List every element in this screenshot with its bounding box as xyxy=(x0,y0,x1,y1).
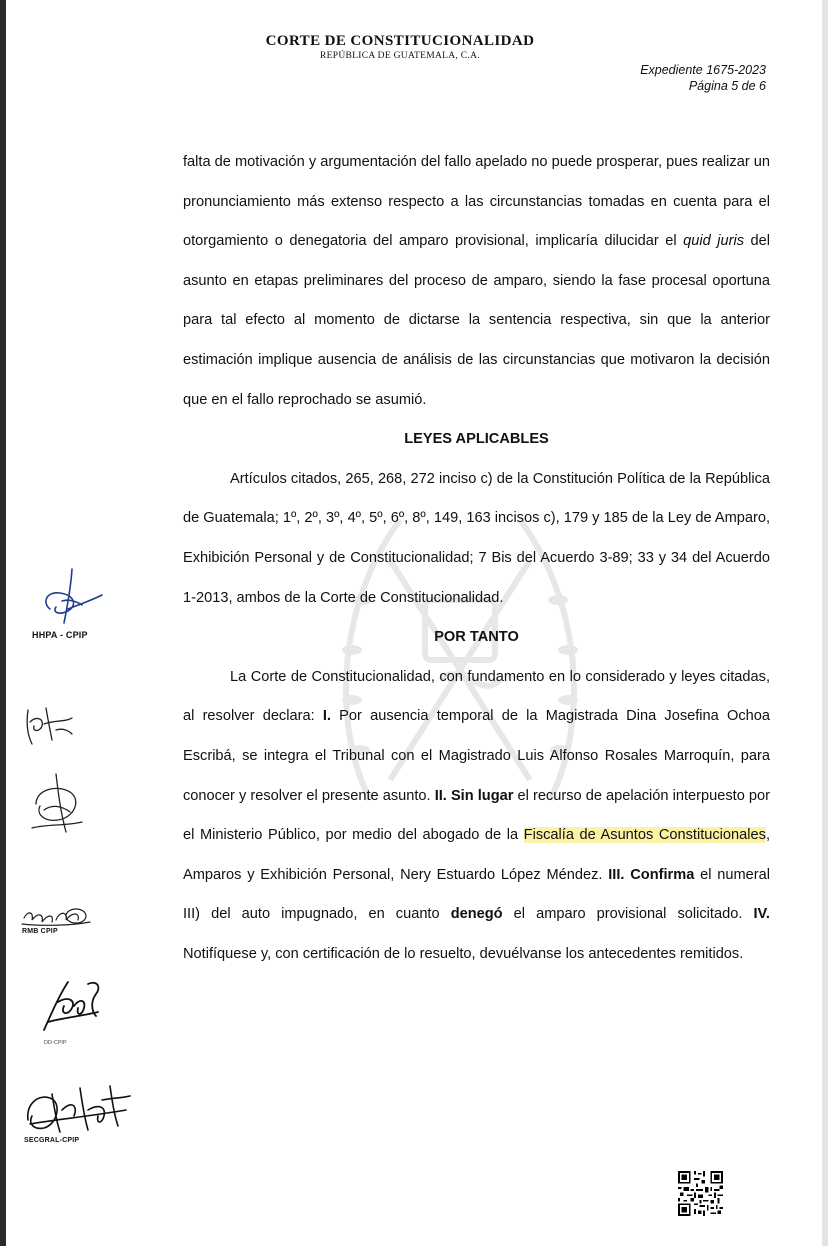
resolution-numeral: III. Confirma xyxy=(608,866,695,883)
qr-code-icon xyxy=(678,1171,723,1216)
signature-4-label: RMB CPIP xyxy=(22,928,58,935)
quid-juris-term: quid juris xyxy=(683,233,744,250)
heading-por-tanto: POR TANTO xyxy=(434,629,519,646)
paragraph-motivacion xyxy=(183,143,770,420)
resolution-text: el numeral III) del auto impugnado, en cuanto xyxy=(183,866,770,923)
paragraph-resolucion xyxy=(183,658,770,975)
resolution-text: Notifíquese y, con certificación de lo resuelto, devuélvanse los antecedentes remitidos. xyxy=(183,945,744,962)
signature-3-icon xyxy=(26,770,90,836)
resolution-text: La Corte de Constitucionalidad, con fundamento en lo considerado y leyes citadas, al resolver declara: xyxy=(183,668,770,725)
republic-name: REPÚBLICA DE GUATEMALA, C.A. xyxy=(320,51,480,61)
paragraph-text: del asunto en etapas preliminares del proceso de amparo, siendo la fase procesal oportuna para tal efecto al momento de dictarse la sentencia respectiva, sin que la anterior estimación implique ausencia de análisis de las circunstancias que motivaron la decisión que en el fallo reprochado se asumió. xyxy=(183,233,771,408)
document-header xyxy=(150,33,650,61)
highlighted-text: Fiscalía de Asuntos Constitucionales xyxy=(523,827,766,844)
resolution-text: el amparo provisional solicitado. xyxy=(502,906,754,923)
court-name: CORTE DE CONSTITUCIONALIDAD xyxy=(265,33,535,49)
heading-leyes-aplicables: LEYES APLICABLES xyxy=(404,431,549,448)
paragraph-text: falta de motivación y argumentación del fallo apelado no puede prosperar, pues realizar un pronunciamiento más extenso respecto a las circunstancias tomadas en cuenta para el otorgamiento o denegatoria del amparo provisional, implicaría dilucidar el xyxy=(183,154,770,250)
document-body xyxy=(183,143,770,974)
expediente-block xyxy=(640,62,766,94)
signature-1-label: HHPA - CPIP xyxy=(32,630,88,640)
page-number: Página 5 de 6 xyxy=(688,79,766,93)
page-edge-left xyxy=(0,0,6,1246)
resolution-text: Por ausencia temporal de la Magistrada Dina Josefina Ochoa Escribá, se integra el Tribunal con el Magistrado Luis Alfonso Rosales Marroquín, para conocer y resolver el presente asunto. xyxy=(183,708,770,804)
signature-5-icon xyxy=(38,972,108,1042)
resolution-numeral: I. xyxy=(322,708,331,725)
resolution-numeral: II. Sin lugar xyxy=(434,787,514,804)
signature-2-icon xyxy=(22,700,77,748)
signature-4-icon xyxy=(20,904,92,930)
signature-5-label: DD-CPIP xyxy=(44,1040,67,1046)
expediente-number: Expediente 1675-2023 xyxy=(640,63,766,77)
paragraph-leyes: Artículos citados, 265, 268, 272 inciso c) de la Constitución Política de la República de Guatemala; 1º, 2º, 3º, 4º, 5º, 6º, 8º, 149, 163 incisos c), 179 y 185 de la Ley de Amparo, Exhibición Personal y de Constitucionalidad; 7 Bis del Acuerdo 3-89; 33 y 34 del Acuerdo 1-2013, ambos de la Corte de Constitucionalidad. xyxy=(183,470,770,606)
bold-term: denegó xyxy=(450,906,503,923)
signature-1-icon xyxy=(38,565,108,637)
resolution-text: , Amparos y Exhibición Personal, Nery Estuardo López Méndez. xyxy=(183,827,770,883)
signature-6-icon xyxy=(22,1080,132,1140)
resolution-text: el recurso de apelación interpuesto por el Ministerio Público, por medio del abogado de la xyxy=(183,787,770,844)
page-edge-right xyxy=(822,0,828,1246)
resolution-numeral: IV. xyxy=(753,906,770,923)
signature-6-label: SECGRAL-CPIP xyxy=(24,1137,80,1144)
